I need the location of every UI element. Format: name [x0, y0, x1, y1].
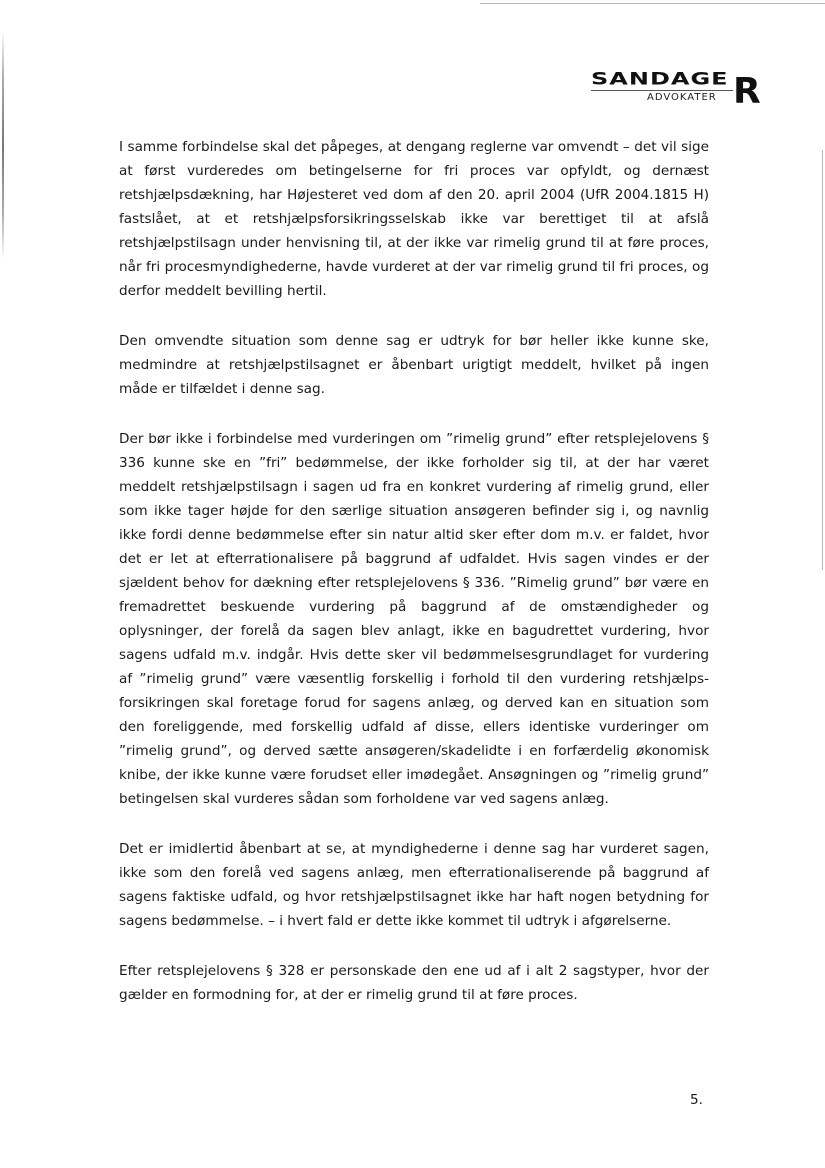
logo-subtitle: ADVOKATER — [647, 92, 717, 103]
sandager-advokater-logo — [591, 68, 766, 112]
paragraph-4: Det er imidlertid åbenbart at se, at myndighederne i denne sag har vurderet sagen, ikke som den forelå ved sagens anlæg, men efterrationaliserende på baggrund af sagens faktiske udfald, og hvor retshjælpstilsagnet ikke har haft nogen betydning for sagens bedømmelse. – i hvert fald er dette ikke kommet til udtryk i afgørelserne. — [119, 841, 709, 929]
scan-edge-right — [822, 150, 823, 570]
paragraph-1: I samme forbindelse skal det påpeges, at dengang reglerne var omvendt – det vil sige at først vurderedes om betingelserne for fri proces var opfyldt, og dernæst retshjælpsdækning, har Højesteret ved dom af den 20. april 2004 (UfR 2004.1815 H) fastslået, at et retshjælpsforsikringsselskab ikke var berettiget til at afslå retshjælpstilsagn under henvisning til, at der ikke var rimelig grund til at føre proces, når fri procesmyndighederne, havde vurderet at der var rimelig grund til fri proces, og derfor meddelt bevilling hertil. — [119, 139, 709, 299]
paragraph-3: Der bør ikke i forbindelse med vurderingen om ”rimelig grund” efter retsplejelovens § 336 kunne ske en ”fri” bedømmelse, der ikke forholder sig til, at der har været meddelt retshjælpstilsagn i sagen ud fra en konkret vurdering af rimelig grund, eller som ikke tager højde for den særlige situation ansøgeren befinder sig i, og navnlig ikke fordi denne bedømmelse efter sin natur altid sker efter dom m.v. er faldet, hvor det er let at efterrationalisere på baggrund af udfaldet. Hvis sagen vindes er der sjældent behov for dækning efter retsplejelovens § 336. ”Rimelig grund” bør være en fremadrettet beskuende vurdering på baggrund af de omstændigheder og oplysninger, der forelå da sagen blev anlagt, ikke en bagudrettet vurdering, hvor sagens udfald m.v. indgår. Hvis dette sker vil bedømmelsesgrundlaget for vurdering af ”rimelig grund” være væsentlig forskellig i forhold til den vurdering retshjælpsforsikringen skal foretage forud for sagens anlæg, og derved kan en situation som den foreliggende, med forskellig udfald af disse, ellers identiske vurderinger om ”rimelig grund”, og derved sætte ansøgeren/skadelidte i en forfærdelig økonomisk knibe, der ikke kunne være forudset eller imødegået. Ansøgningen og ”rimelig grund” betingelsen skal vurderes sådan som forholdene var ved sagens anlæg. — [119, 431, 709, 807]
paragraph-2: Den omvendte situation som denne sag er udtryk for bør heller ikke kunne ske, medmindre at retshjælpstilsagnet er åbenbart urigtigt meddelt, hvilket på ingen måde er tilfældet i denne sag. — [119, 333, 709, 397]
logo-rule — [591, 90, 733, 91]
paragraph-5: Efter retsplejelovens § 328 er personskade den ene ud af i alt 2 sagstyper, hvor der gælder en formodning for, at der er rimelig grund til at føre proces. — [119, 963, 709, 1003]
document-body — [119, 135, 709, 1033]
scan-edge-left — [2, 30, 4, 260]
page-number: 5. — [690, 1092, 703, 1108]
logo-wordmark: SANDAGE — [591, 68, 729, 89]
logo-r-mark-icon: R — [733, 71, 761, 112]
scan-edge-top — [480, 3, 825, 4]
